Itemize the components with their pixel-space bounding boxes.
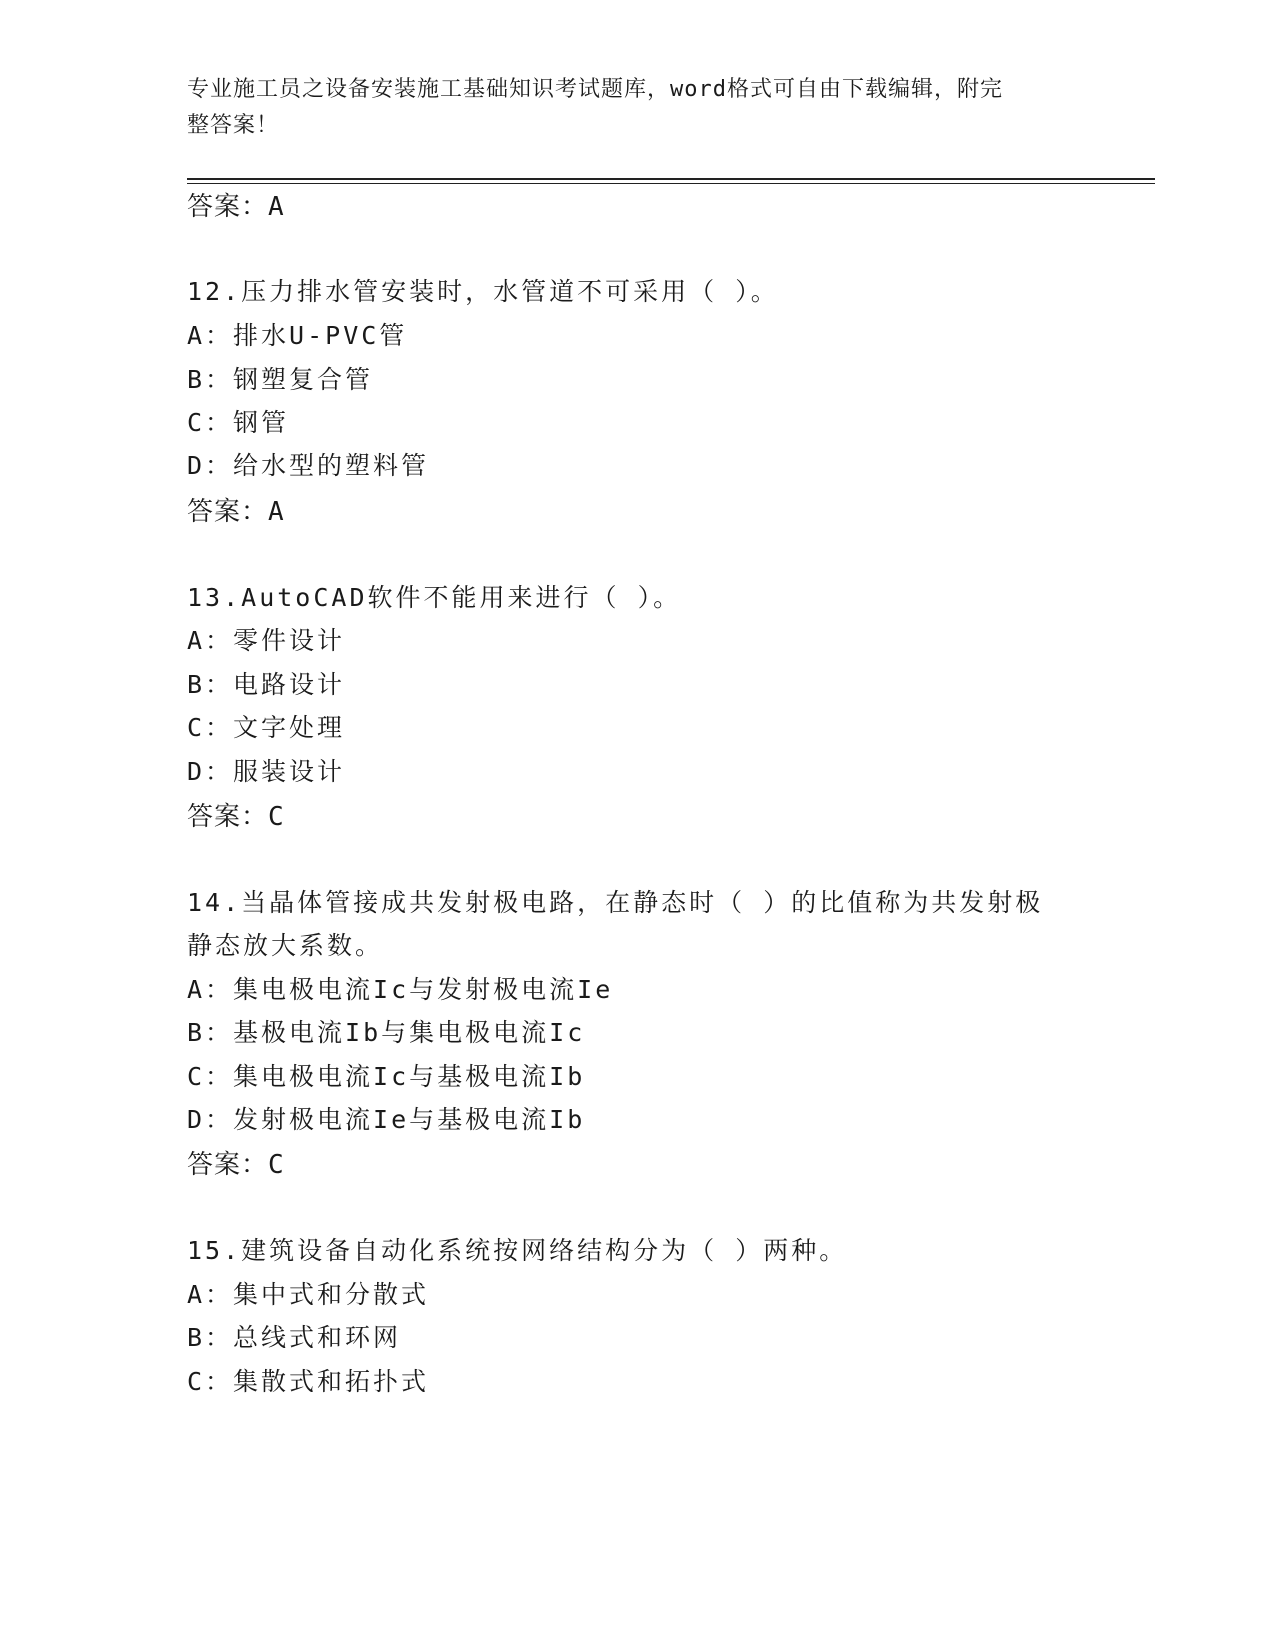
question-15-option-a: A：集中式和分散式 [187, 1280, 430, 1309]
question-13-option-c: C：文字处理 [187, 713, 346, 742]
question-13-stem: 13.AutoCAD软件不能用来进行（ ）。 [187, 583, 682, 612]
question-15-option-b: B：总线式和环网 [187, 1323, 402, 1352]
question-15-stem: 15.建筑设备自动化系统按网络结构分为（ ）两种。 [187, 1236, 848, 1265]
question-13-option-d: D：服装设计 [187, 757, 346, 786]
question-12-option-a: A：排水U-PVC管 [187, 321, 408, 350]
header-line-1: 专业施工员之设备安装施工基础知识考试题库，word格式可自由下载编辑，附完 [187, 77, 1003, 102]
header-divider-thin [187, 183, 1155, 184]
question-14-stem-line-1: 14.当晶体管接成共发射极电路，在静态时（ ）的比值称为共发射极 [187, 888, 1044, 917]
question-14-option-d: D：发射极电流Ie与基极电流Ib [187, 1105, 586, 1134]
document-header [187, 72, 1057, 144]
question-14-stem-line-2: 静态放大系数。 [187, 931, 384, 960]
question-14-answer: 答案：C [187, 1150, 285, 1180]
question-14-option-a: A：集电极电流Ic与发射极电流Ie [187, 975, 614, 1004]
question-12-stem: 12.压力排水管安装时，水管道不可采用（ ）。 [187, 277, 779, 306]
question-12-option-c: C：钢管 [187, 408, 290, 437]
header-divider-thick [187, 178, 1155, 180]
question-12-option-d: D：给水型的塑料管 [187, 451, 430, 480]
document-page [187, 0, 1157, 1650]
question-13-answer: 答案：C [187, 802, 285, 832]
question-12-answer: 答案：A [187, 497, 285, 527]
question-15-option-c: C：集散式和拓扑式 [187, 1367, 430, 1396]
question-14-option-c: C：集电极电流Ic与基极电流Ib [187, 1062, 586, 1091]
question-12-option-b: B：钢塑复合管 [187, 365, 374, 394]
header-line-2: 整答案！ [187, 113, 280, 138]
question-13-option-a: A：零件设计 [187, 626, 346, 655]
previous-answer: 答案：A [187, 192, 285, 222]
question-13-option-b: B：电路设计 [187, 670, 346, 699]
question-14-option-b: B：基极电流Ib与集电极电流Ic [187, 1018, 586, 1047]
